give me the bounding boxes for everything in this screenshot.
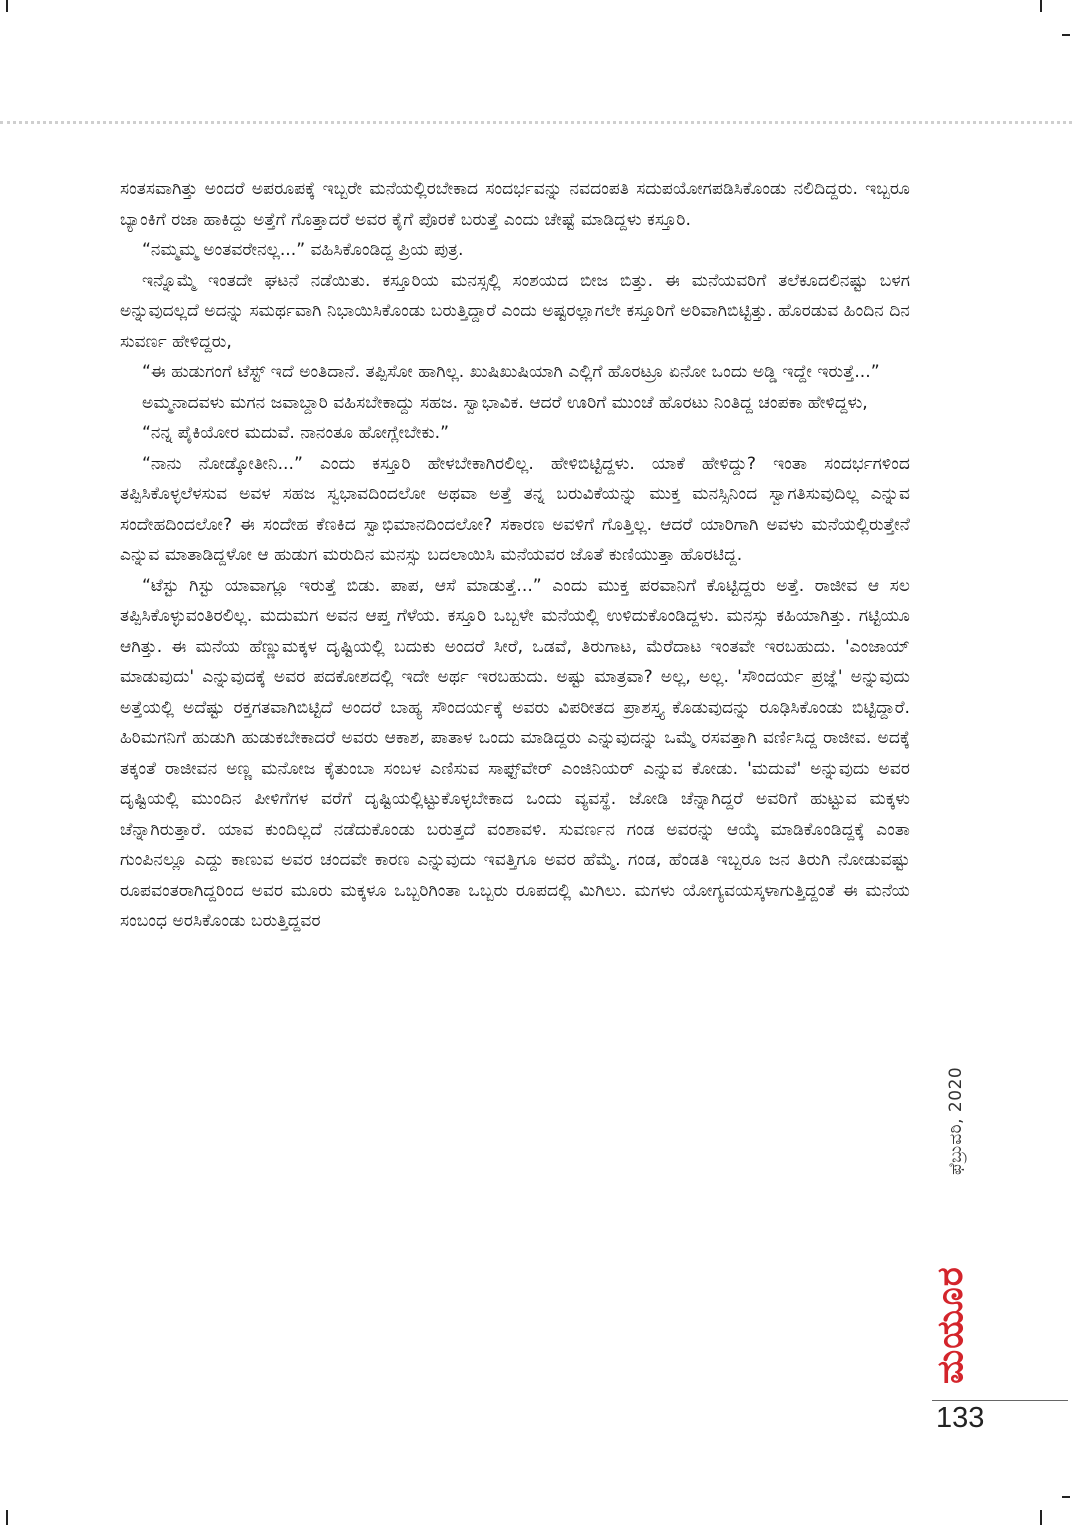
crop-mark-bottom-left <box>6 1510 8 1525</box>
article-paragraph: “ನಮ್ಮಮ್ಮ ಅಂತವರೇನಲ್ಲ...” ವಹಿಸಿಕೊಂಡಿದ್ದ ಪ್ರಿಯ ಪುತ್ರ. <box>142 240 464 260</box>
article-paragraph: ಅಮ್ಮನಾದವಳು ಮಗನ ಜವಾಬ್ದಾರಿ ವಹಿಸಬೇಕಾದ್ದು ಸಹಜ. ಸ್ವಾಭಾವಿಕ. ಆದರೆ ಊರಿಗೆ ಮುಂಚೆ ಹೊರಟು ನಿಂತಿದ್ದ ಚಂಪಕಾ ಹೇಳಿದ್ದಳು, <box>142 392 868 413</box>
page-number: 133 <box>936 1402 985 1434</box>
magazine-logo: ಮಯೂರ <box>930 1266 971 1384</box>
header-dotted-rule <box>0 121 1072 124</box>
article-body <box>120 174 910 937</box>
article-paragraph: ಇನ್ನೊಮ್ಮೆ ಇಂತದೇ ಘಟನೆ ನಡೆಯಿತು. ಕಸ್ತೂರಿಯ ಮನಸ್ಸಲ್ಲಿ ಸಂಶಯದ ಬೀಜ ಬಿತ್ತು. ಈ ಮನೆಯವರಿಗೆ ತಲೆಕೂದಲಿನಷ್ಟು ಬಳಗ ಅನ್ನುವುದಲ್ಲದೆ ಅದನ್ನು ಸಮರ್ಥವಾಗಿ ನಿಭಾಯಿಸಿಕೊಂಡು ಬರುತ್ತಿದ್ದಾರೆ ಎಂದು ಅಷ್ಟರಲ್ಲಾಗಲೇ ಕಸ್ತೂರಿಗೆ ಅರಿವಾಗಿಬಿಟ್ಟಿತ್ತು. ಹೊರಡುವ ಹಿಂದಿನ ದಿನ ಸುವರ್ಣ ಹೇಳಿದ್ದರು, <box>120 270 910 352</box>
crop-mark-bottom-right <box>1040 1510 1042 1525</box>
article-paragraph: “ಈ ಹುಡುಗಂಗೆ ಟೆಸ್ಟ್ ಇದೆ ಅಂತಿದಾನೆ. ತಪ್ಪಿಸೋ ಹಾಗಿಲ್ಲ. ಖುಷಿಖುಷಿಯಾಗಿ ಎಲ್ಲಿಗೆ ಹೊರಟ್ರೂ ಏನೋ ಒಂದು ಅಡ್ಡಿ ಇದ್ದೇ ಇರುತ್ತೆ...” <box>142 362 880 382</box>
article-paragraph: “ನಾನು ನೋಡ್ಕೋತೀನಿ...” ಎಂದು ಕಸ್ತೂರಿ ಹೇಳಬೇಕಾಗಿರಲಿಲ್ಲ. ಹೇಳಿಬಿಟ್ಟಿದ್ದಳು. ಯಾಕೆ ಹೇಳಿದ್ದು? ಇಂತಾ ಸಂದರ್ಭಗಳಿಂದ ತಪ್ಪಿಸಿಕೊಳ್ಳಲೆಳಸುವ ಅವಳ ಸಹಜ ಸ್ವಭಾವದಿಂದಲೋ ಅಥವಾ ಅತ್ತೆ ತನ್ನ ಬರುವಿಕೆಯನ್ನು ಮುಕ್ತ ಮನಸ್ಸಿನಿಂದ ಸ್ವಾಗತಿಸುವುದಿಲ್ಲ ಎನ್ನುವ ಸಂದೇಹದಿಂದಲೋ? ಈ ಸಂದೇಹ ಕೆಣಕಿದ ಸ್ವಾಭಿಮಾನದಿಂದಲೋ? ಸಕಾರಣ ಅವಳಿಗೆ ಗೊತ್ತಿಲ್ಲ. ಆದರೆ ಯಾರಿಗಾಗಿ ಅವಳು ಮನೆಯಲ್ಲಿರುತ್ತೇನೆ ಎನ್ನುವ ಮಾತಾಡಿದ್ದಳೋ ಆ ಹುಡುಗ ಮರುದಿನ ಮನಸ್ಸು ಬದಲಾಯಿಸಿ ಮನೆಯವರ ಜೊತೆ ಕುಣಿಯುತ್ತಾ ಹೊರಟಿದ್ದ. <box>120 453 910 565</box>
footer-rule <box>932 1400 1068 1401</box>
crop-mark-top-right <box>1040 0 1042 12</box>
article-paragraph: “ನನ್ನ ಪೈಕಿಯೋರ ಮದುವೆ. ನಾನಂತೂ ಹೋಗ್ಲೇಬೇಕು.” <box>142 423 450 443</box>
issue-date: ಫೆಬ್ರುವರಿ, 2020 <box>946 1066 966 1175</box>
crop-mark-top-left <box>6 0 8 12</box>
crop-mark-right-upper <box>1062 34 1070 36</box>
article-paragraph: “ಟೆಸ್ಟು ಗಿಸ್ಟು ಯಾವಾಗ್ಲೂ ಇರುತ್ತೆ ಬಿಡು. ಪಾಪ, ಆಸೆ ಮಾಡುತ್ತೆ...” ಎಂದು ಮುಕ್ತ ಪರವಾನಿಗೆ ಕೊಟ್ಟಿದ್ದರು ಅತ್ತೆ. ರಾಜೀವ ಆ ಸಲ ತಪ್ಪಿಸಿಕೊಳ್ಳುವಂತಿರಲಿಲ್ಲ. ಮದುಮಗ ಅವನ ಆಪ್ತ ಗೆಳೆಯ. ಕಸ್ತೂರಿ ಒಬ್ಬಳೇ ಮನೆಯಲ್ಲಿ ಉಳಿದುಕೊಂಡಿದ್ದಳು. ಮನಸ್ಸು ಕಹಿಯಾಗಿತ್ತು. ಗಟ್ಟಿಯೂ ಆಗಿತ್ತು. ಈ ಮನೆಯ ಹೆಣ್ಣುಮಕ್ಕಳ ದೃಷ್ಟಿಯಲ್ಲಿ ಬದುಕು ಅಂದರೆ ಸೀರೆ, ಒಡವೆ, ತಿರುಗಾಟ, ಮೆರೆದಾಟ ಇಂತವೇ ಇರಬಹುದು. 'ಎಂಜಾಯ್ ಮಾಡುವುದು' ಎನ್ನುವುದಕ್ಕೆ ಅವರ ಪದಕೋಶದಲ್ಲಿ ಇದೇ ಅರ್ಥ ಇರಬಹುದು. ಅಷ್ಟು ಮಾತ್ರವಾ? ಅಲ್ಲ, ಅಲ್ಲ. 'ಸೌಂದರ್ಯ ಪ್ರಜ್ಞೆ' ಅನ್ನುವುದು ಅತ್ತೆಯಲ್ಲಿ ಅದೆಷ್ಟು ರಕ್ತಗತವಾಗಿಬಿಟ್ಟಿದೆ ಅಂದರೆ ಬಾಹ್ಯ ಸೌಂದರ್ಯಕ್ಕೆ ಅವರು ವಿಪರೀತದ ಪ್ರಾಶಸ್ತ್ಯ ಕೊಡುವುದನ್ನು ರೂಢಿಸಿಕೊಂಡು ಬಿಟ್ಟಿದ್ದಾರೆ. ಹಿರಿಮಗನಿಗೆ ಹುಡುಗಿ ಹುಡುಕಬೇಕಾದರೆ ಅವರು ಆಕಾಶ, ಪಾತಾಳ ಒಂದು ಮಾಡಿದ್ದರು ಎನ್ನುವುದನ್ನು ಒಮ್ಮೆ ರಸವತ್ತಾಗಿ ವರ್ಣಿಸಿದ್ದ ರಾಜೀವ. ಅದಕ್ಕೆ ತಕ್ಕಂತೆ ರಾಜೀವನ ಅಣ್ಣ ಮನೋಜ ಕೈತುಂಬಾ ಸಂಬಳ ಎಣಿಸುವ ಸಾಫ್ಟ್‌ವೇರ್ ಎಂಜಿನಿಯರ್ ಎನ್ನುವ ಕೋಡು. 'ಮದುವೆ' ಅನ್ನುವುದು ಅವರ ದೃಷ್ಟಿಯಲ್ಲಿ ಮುಂದಿನ ಪೀಳಿಗೆಗಳ ವರೆಗೆ ದೃಷ್ಟಿಯಲ್ಲಿಟ್ಟುಕೊಳ್ಳಬೇಕಾದ ಒಂದು ವ್ಯವಸ್ಥೆ. ಜೋಡಿ ಚೆನ್ನಾಗಿದ್ದರೆ ಅವರಿಗೆ ಹುಟ್ಟುವ ಮಕ್ಕಳು ಚೆನ್ನಾಗಿರುತ್ತಾರೆ. ಯಾವ ಕುಂದಿಲ್ಲದೆ ನಡೆದುಕೊಂಡು ಬರುತ್ತದೆ ವಂಶಾವಳಿ. ಸುವರ್ಣನ ಗಂಡ ಅವರನ್ನು ಆಯ್ಕೆ ಮಾಡಿಕೊಂಡಿದ್ದಕ್ಕೆ ಎಂತಾ ಗುಂಪಿನಲ್ಲೂ ಎದ್ದು ಕಾಣುವ ಅವರ ಚಂದವೇ ಕಾರಣ ಎನ್ನುವುದು ಇವತ್ತಿಗೂ ಅವರ ಹೆಮ್ಮೆ. ಗಂಡ, ಹೆಂಡತಿ ಇಬ್ಬರೂ ಜನ ತಿರುಗಿ ನೋಡುವಷ್ಟು ರೂಪವಂತರಾಗಿದ್ದರಿಂದ ಅವರ ಮೂರು ಮಕ್ಕಳೂ ಒಬ್ಬರಿಗಿಂತಾ ಒಬ್ಬರು ರೂಪದಲ್ಲಿ ಮಿಗಿಲು. ಮಗಳು ಯೋಗ್ಯವಯಸ್ಕಳಾಗುತ್ತಿದ್ದಂತೆ ಈ ಮನೆಯ ಸಂಬಂಧ ಅರಸಿಕೊಂಡು ಬರುತ್ತಿದ್ದವರ <box>120 575 910 931</box>
article-paragraph: ಸಂತಸವಾಗಿತ್ತು ಅಂದರೆ ಅಪರೂಪಕ್ಕೆ ಇಬ್ಬರೇ ಮನೆಯಲ್ಲಿರಬೇಕಾದ ಸಂದರ್ಭವನ್ನು ನವದಂಪತಿ ಸದುಪಯೋಗಪಡಿಸಿಕೊಂಡು ನಲಿದಿದ್ದರು. ಇಬ್ಬರೂ ಬ್ಯಾಂಕಿಗೆ ರಜಾ ಹಾಕಿದ್ದು ಅತ್ತೆಗೆ ಗೊತ್ತಾದರೆ ಅವರ ಕೈಗೆ ಪೊರಕೆ ಬರುತ್ತೆ ಎಂದು ಚೇಷ್ಟೆ ಮಾಡಿದ್ದಳು ಕಸ್ತೂರಿ. <box>120 179 910 230</box>
crop-mark-right-lower <box>1062 1496 1070 1498</box>
